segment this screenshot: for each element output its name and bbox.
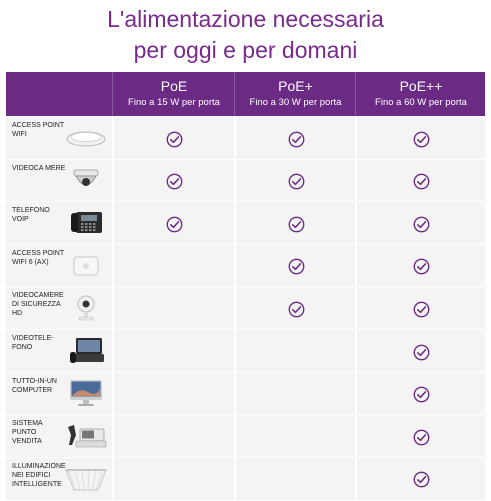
checkmark-icon <box>413 173 430 190</box>
voip-phone-icon <box>62 208 110 236</box>
checkmark-icon <box>413 344 430 361</box>
access-point-icon <box>62 123 110 151</box>
table-row <box>6 244 485 288</box>
dome-camera-icon <box>62 166 110 194</box>
checkmark-icon <box>288 173 305 190</box>
support-cell <box>355 415 485 458</box>
checkmark-icon <box>166 216 183 233</box>
device-label: SISTEMA PUNTO VENDITA <box>12 420 43 446</box>
support-cell <box>112 160 234 203</box>
support-cell <box>355 160 485 203</box>
hd-security-camera-icon <box>62 293 110 321</box>
poe-comparison-table <box>6 72 485 500</box>
all-in-one-computer-icon <box>62 379 110 407</box>
checkmark-icon <box>413 216 430 233</box>
support-cell <box>355 245 485 288</box>
device-label: ILLUMINAZIONE NEI EDIFICI INTELLIGENTE <box>12 462 66 488</box>
column-subtitle: Fino a 60 W per porta <box>375 97 467 108</box>
checkmark-icon <box>166 173 183 190</box>
headline-line-1: L'alimentazione necessaria <box>107 6 384 32</box>
support-cell <box>355 117 485 160</box>
support-cell <box>234 160 355 203</box>
checkmark-icon <box>413 301 430 318</box>
column-header-1 <box>112 72 235 116</box>
table-row <box>6 329 485 373</box>
checkmark-icon <box>413 429 430 446</box>
table-header <box>6 72 485 116</box>
smart-lighting-icon <box>62 464 110 492</box>
support-cell <box>234 202 355 245</box>
device-label: VIDEOCAMERE DI SICUREZZA HD <box>12 292 64 318</box>
table-row <box>6 372 485 416</box>
support-cell <box>234 330 355 373</box>
column-name: PoE++ <box>399 78 443 94</box>
checkmark-icon <box>166 131 183 148</box>
support-cell <box>234 458 355 501</box>
device-label: VIDEOTELE-FONO <box>12 335 54 351</box>
table-row <box>6 116 485 160</box>
column-subtitle: Fino a 30 W per porta <box>249 97 342 108</box>
support-cell <box>112 117 234 160</box>
headline-line-2: per oggi e per domani <box>133 37 358 63</box>
support-cell <box>355 202 485 245</box>
wifi6-access-point-icon <box>62 251 110 279</box>
column-subtitle: Fino a 15 W per porta <box>128 97 220 108</box>
table-row <box>6 286 485 330</box>
support-cell <box>355 373 485 416</box>
table-row <box>6 201 485 245</box>
support-cell <box>234 245 355 288</box>
device-label: VIDEOCA MERE <box>12 164 66 172</box>
table-row <box>6 457 485 501</box>
checkmark-icon <box>413 131 430 148</box>
column-header-2 <box>234 72 356 116</box>
checkmark-icon <box>413 258 430 275</box>
support-cell <box>112 287 234 330</box>
support-cell <box>234 117 355 160</box>
checkmark-icon <box>413 471 430 488</box>
support-cell <box>355 287 485 330</box>
support-cell <box>112 245 234 288</box>
support-cell <box>112 202 234 245</box>
support-cell <box>234 287 355 330</box>
checkmark-icon <box>288 216 305 233</box>
device-label: ACCESS POINT WIFI <box>12 122 64 138</box>
checkmark-icon <box>288 258 305 275</box>
column-name: PoE+ <box>278 78 313 94</box>
support-cell <box>112 458 234 501</box>
table-row <box>6 414 485 458</box>
checkmark-icon <box>288 301 305 318</box>
support-cell <box>112 373 234 416</box>
device-label: ACCESS POINT WIFI 6 (AX) <box>12 249 64 266</box>
support-cell <box>234 373 355 416</box>
table-row <box>6 159 485 203</box>
support-cell <box>112 415 234 458</box>
support-cell <box>355 458 485 501</box>
column-name: PoE <box>160 78 188 94</box>
device-label: TELEFONO VOIP <box>12 207 50 224</box>
support-cell <box>112 330 234 373</box>
checkmark-icon <box>413 386 430 403</box>
video-phone-icon <box>62 336 110 364</box>
pos-system-icon <box>62 421 110 449</box>
device-label: TUTTO-IN-UN COMPUTER <box>12 377 57 394</box>
column-header-3 <box>355 72 486 116</box>
checkmark-icon <box>288 131 305 148</box>
support-cell <box>355 330 485 373</box>
page-headline <box>0 4 491 66</box>
support-cell <box>234 415 355 458</box>
